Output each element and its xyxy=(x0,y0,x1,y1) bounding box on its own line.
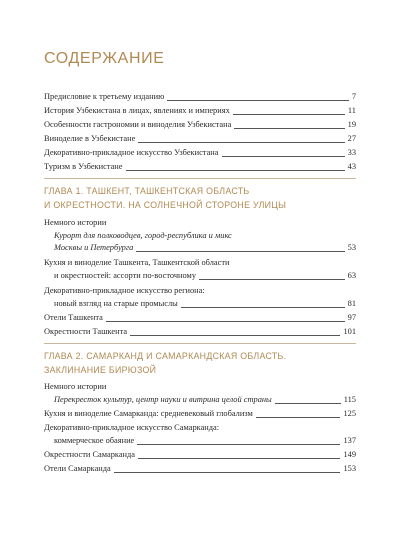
entry-page: 125 xyxy=(343,409,356,418)
chapter-2-title-line-2[interactable]: ЗАКЛИНАНИЕ БИРЮЗОЙ xyxy=(44,365,157,375)
entry-label: Кухня и виноделие Самарканда: средневековый глобализм xyxy=(44,409,253,418)
dot-leader xyxy=(234,128,344,129)
entry-label: Особенности гастрономии и виноделия Узбекистана xyxy=(44,120,232,129)
entry-page: 11 xyxy=(347,106,356,115)
toc-entry[interactable] xyxy=(44,160,356,174)
dot-leader xyxy=(138,458,340,459)
history-heading: Немного истории xyxy=(44,382,107,391)
entry-page: 97 xyxy=(347,313,356,322)
chapter-1-title-line-1[interactable]: ГЛАВА 1. ТАШКЕНТ, ТАШКЕНТСКАЯ ОБЛАСТЬ xyxy=(44,186,250,196)
dot-leader xyxy=(130,335,340,336)
toc-entry[interactable] xyxy=(44,241,356,255)
entry-page: 137 xyxy=(343,436,356,445)
dot-leader xyxy=(138,142,344,143)
entry-label: и окрестностей: ассорти по-восточному xyxy=(54,271,197,280)
dot-leader xyxy=(256,417,341,418)
section-divider xyxy=(44,178,356,179)
toc-entry[interactable] xyxy=(44,104,356,118)
toc-entry[interactable] xyxy=(44,311,356,325)
dot-leader xyxy=(137,444,340,445)
entry-page: 153 xyxy=(343,464,356,473)
entry-label: Москвы и Петербурга xyxy=(54,243,134,252)
dot-leader xyxy=(136,251,344,252)
entry-label: История Узбекистана в лицах, явлениях и империях xyxy=(44,106,230,115)
entry-label-line: Курорт для полководцев, город-республика и микс xyxy=(54,231,232,240)
dot-leader xyxy=(181,307,345,308)
dot-leader xyxy=(199,279,345,280)
entry-label: новый взгляд на старые промыслы xyxy=(54,299,178,308)
toc-entry[interactable] xyxy=(44,297,356,311)
entry-label: Предисловие к третьему изданию xyxy=(44,92,165,101)
entry-page: 33 xyxy=(347,148,356,157)
page-title: СОДЕРЖАНИЕ xyxy=(44,50,165,67)
entry-label: Окрестности Ташкента xyxy=(44,327,128,336)
entry-label: Виноделие в Узбекистане xyxy=(44,134,136,143)
chapter-1-title-line-2[interactable]: И ОКРЕСТНОСТИ. НА СОЛНЕЧНОЙ СТОРОНЕ УЛИЦЫ xyxy=(44,200,287,210)
toc-entry[interactable] xyxy=(44,90,356,104)
entry-page: 149 xyxy=(343,450,356,459)
toc-entry[interactable] xyxy=(44,462,356,476)
toc-entry[interactable] xyxy=(44,407,356,421)
toc-entry[interactable] xyxy=(44,325,356,339)
entry-page: 81 xyxy=(347,299,356,308)
entry-page: 19 xyxy=(347,120,356,129)
toc-entry[interactable] xyxy=(44,146,356,160)
entry-label-line: Декоративно-прикладное искусство региона: xyxy=(44,286,205,295)
entry-label-line: Кухня и виноделие Ташкента, Ташкентской области xyxy=(44,258,230,267)
entry-page: 43 xyxy=(347,162,356,171)
entry-label: коммерческое обаяние xyxy=(54,436,135,445)
dot-leader xyxy=(167,100,348,101)
entry-page: 27 xyxy=(347,134,356,143)
chapter-2-title-line-1[interactable]: ГЛАВА 2. САМАРКАНД И САМАРКАНДСКАЯ ОБЛАСТЬ. xyxy=(44,351,287,361)
dot-leader xyxy=(222,156,345,157)
entry-label: Туризм в Узбекистане xyxy=(44,162,123,171)
entry-page: 101 xyxy=(343,327,356,336)
toc-entry[interactable] xyxy=(44,269,356,283)
dot-leader xyxy=(106,321,345,322)
entry-label: Отели Ташкента xyxy=(44,313,103,322)
history-heading: Немного истории xyxy=(44,218,107,227)
entry-label: Окрестности Самарканда xyxy=(44,450,136,459)
entry-label-line: Декоративно-прикладное искусство Самарканда: xyxy=(44,423,220,432)
toc-entry[interactable] xyxy=(44,434,356,448)
dot-leader xyxy=(275,403,341,404)
entry-page: 53 xyxy=(347,243,356,252)
section-divider xyxy=(44,343,356,344)
dot-leader xyxy=(114,472,341,473)
entry-page: 115 xyxy=(343,395,356,404)
toc-entry[interactable] xyxy=(44,118,356,132)
entry-page: 7 xyxy=(351,92,356,101)
dot-leader xyxy=(126,170,345,171)
entry-page: 63 xyxy=(347,271,356,280)
entry-label: Декоративно-прикладное искусство Узбекистана xyxy=(44,148,219,157)
entry-label: Перекресток культур, центр науки и витрина целой страны xyxy=(54,395,272,404)
toc-entry[interactable] xyxy=(44,448,356,462)
dot-leader xyxy=(233,114,345,115)
entry-label: Отели Самарканда xyxy=(44,464,111,473)
toc-entry[interactable] xyxy=(44,393,356,407)
toc-entry[interactable] xyxy=(44,132,356,146)
